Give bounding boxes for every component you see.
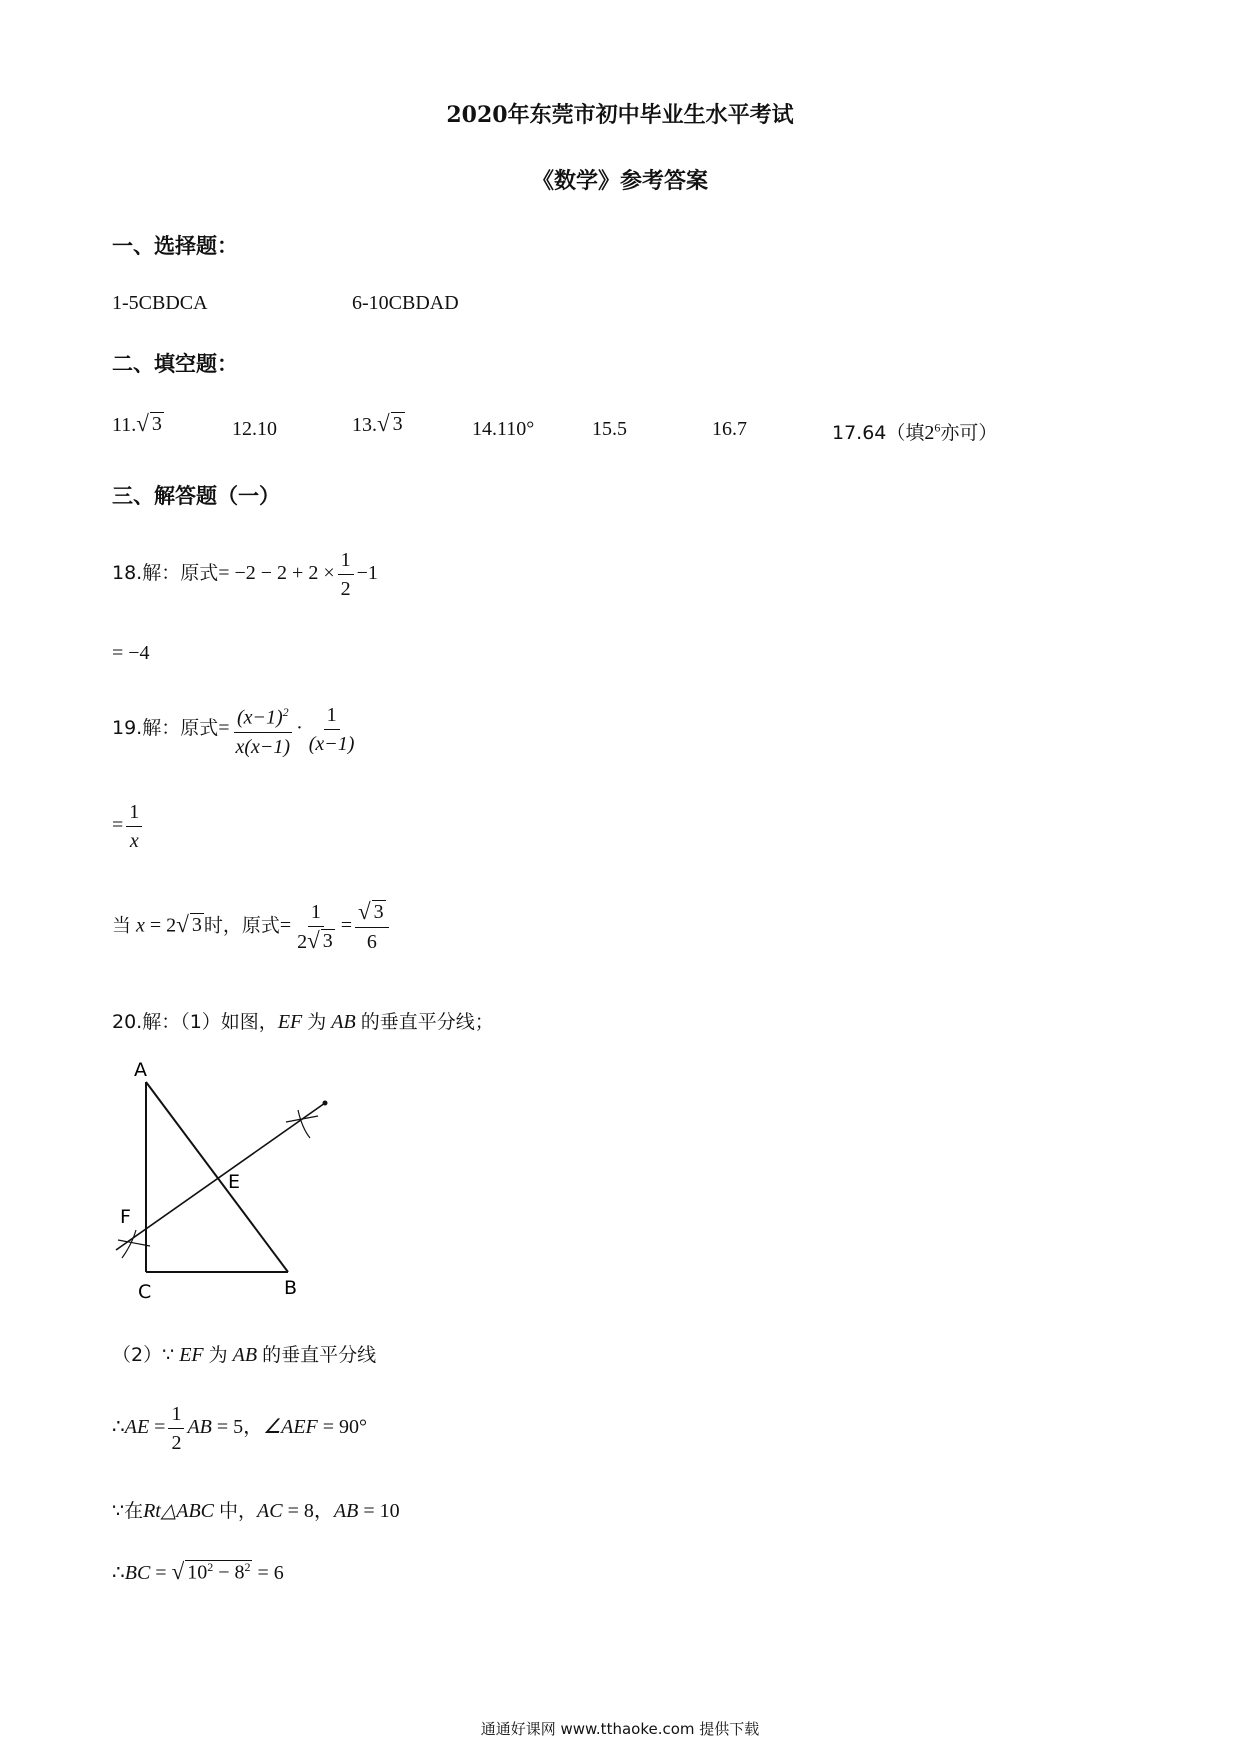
q19-dot: · bbox=[296, 716, 303, 739]
q20-part1 bbox=[112, 1007, 494, 1034]
ab-symbol: AB bbox=[232, 1344, 258, 1366]
q13-label: 13. bbox=[352, 414, 377, 436]
sub-radicand: 3 bbox=[191, 913, 202, 936]
q17-base: 2 bbox=[924, 422, 935, 444]
sub-prefix: 当 bbox=[112, 914, 132, 937]
q20-line2 bbox=[112, 1402, 367, 1455]
frac-den: 2 bbox=[171, 1432, 182, 1454]
sqrt-sign: √ 3 bbox=[377, 411, 403, 436]
half-fraction bbox=[168, 1402, 184, 1455]
den-radicand: 3 bbox=[322, 930, 333, 952]
fill-answer-17 bbox=[832, 418, 997, 445]
fill-answer-13 bbox=[352, 412, 405, 437]
q20-label: 20.解：（1）如图， bbox=[112, 1011, 278, 1033]
frac-den: 6 bbox=[366, 931, 377, 953]
sub-var: x bbox=[136, 914, 145, 937]
frac-num: 1 bbox=[308, 900, 324, 927]
q19-result bbox=[112, 800, 145, 853]
part2-end: 的垂直平分线 bbox=[262, 1344, 377, 1366]
frac-den: x(x−1) bbox=[235, 735, 291, 758]
angle-aef: ∠AEF bbox=[263, 1416, 318, 1439]
frac-num: 1 bbox=[324, 703, 340, 730]
eq-sign: = bbox=[154, 1416, 166, 1439]
q20-mid: 为 bbox=[307, 1011, 327, 1033]
ef-symbol: EF bbox=[179, 1344, 204, 1366]
den-coef: 2 bbox=[297, 931, 308, 953]
therefore-sign: ∴ bbox=[112, 1562, 125, 1584]
vertex-b-label: B bbox=[284, 1277, 298, 1299]
sqrt-sign: √ 3 bbox=[176, 911, 202, 937]
ab-symbol: AB bbox=[333, 1500, 359, 1522]
therefore-sign: ∴ bbox=[112, 1416, 125, 1439]
fill-answer-12: 12.10 bbox=[232, 418, 277, 440]
point-e-label: E bbox=[228, 1171, 241, 1193]
triangle-figure bbox=[110, 1060, 350, 1300]
page-title: 2020年东莞市初中毕业生水平考试 bbox=[446, 102, 794, 128]
part2-mid: 为 bbox=[208, 1344, 228, 1366]
q17-exponent: 6 bbox=[934, 420, 941, 435]
mid-text: 中， bbox=[219, 1500, 258, 1522]
q19-line1 bbox=[112, 700, 360, 759]
right-triangle: Rt△ABC bbox=[143, 1500, 215, 1522]
frac-num: 1 bbox=[168, 1402, 184, 1429]
fill-answer-14: 14.110° bbox=[472, 418, 535, 440]
line-end-dot bbox=[323, 1101, 328, 1106]
q19-substitution bbox=[112, 900, 392, 954]
frac-den: x bbox=[129, 830, 139, 852]
frac-den: 2 bbox=[340, 578, 351, 600]
sub-eq2: = bbox=[279, 914, 292, 937]
sqrt-sign: √ 3 bbox=[358, 899, 384, 924]
bc-symbol: BC bbox=[124, 1562, 151, 1584]
vertex-a-label: A bbox=[134, 1060, 147, 1081]
eq-five: = 5， bbox=[216, 1416, 264, 1439]
frac-num: 1 bbox=[338, 548, 354, 575]
q19-result-fraction bbox=[126, 800, 142, 853]
q18-expr-b: −1 bbox=[356, 562, 378, 585]
point-f-label: F bbox=[120, 1206, 131, 1228]
part2-label: （2）∵ bbox=[112, 1344, 175, 1366]
frac-den bbox=[294, 927, 338, 954]
q18-fraction bbox=[338, 548, 354, 601]
footer-text: 通通好课网 www.tthaoke.com 提供下载 bbox=[480, 1720, 760, 1738]
answers-1-5: 1-5CBDCA bbox=[112, 292, 208, 314]
section-heading-fill: 二、填空题： bbox=[112, 352, 238, 376]
q17-suffix: 亦可） bbox=[940, 422, 998, 444]
page-subtitle: 《数学》参考答案 bbox=[531, 168, 708, 194]
radicand-a: 10 bbox=[187, 1561, 208, 1584]
ab-symbol: AB bbox=[187, 1416, 212, 1439]
frac-num: 1 bbox=[126, 800, 142, 827]
q11-label: 11. bbox=[112, 414, 137, 436]
exp-a: 2 bbox=[207, 1560, 214, 1574]
eq-sign: = bbox=[155, 1562, 167, 1584]
q19-label: 19.解：原式 bbox=[112, 716, 219, 739]
fill-answer-11 bbox=[112, 412, 164, 437]
section-heading-solve: 三、解答题（一） bbox=[112, 484, 280, 508]
q20-part2 bbox=[112, 1340, 376, 1367]
answers-6-10: 6-10CBDAD bbox=[352, 292, 459, 314]
exp-b: 2 bbox=[244, 1560, 251, 1574]
sub-mid: 时，原式 bbox=[203, 914, 280, 937]
q20-line4 bbox=[112, 1560, 284, 1585]
fill-answer-15: 15.5 bbox=[592, 418, 627, 440]
sub-eq3: = bbox=[340, 914, 353, 937]
q18-label: 18.解：原式 bbox=[112, 562, 219, 585]
bc-result: = 6 bbox=[257, 1562, 284, 1584]
frac-num-text: (x−1) bbox=[236, 706, 283, 729]
sqrt-sign: √ 3 bbox=[307, 928, 333, 953]
ac-symbol: AC bbox=[257, 1500, 283, 1522]
fill-answer-16: 16.7 bbox=[712, 418, 747, 440]
vertex-c-label: C bbox=[138, 1281, 152, 1300]
because-prefix: ∵在 bbox=[112, 1500, 144, 1522]
arc-mark-upper bbox=[286, 1116, 318, 1122]
frac-num bbox=[355, 900, 389, 928]
ab-symbol: AB bbox=[331, 1011, 356, 1033]
sqrt-sign: √ 3 bbox=[136, 411, 162, 436]
radicand-b: − 8 bbox=[213, 1561, 245, 1584]
q20-line3 bbox=[112, 1494, 400, 1523]
q18-result: = −4 bbox=[112, 642, 150, 664]
num-radicand: 3 bbox=[373, 901, 384, 923]
radicand bbox=[185, 1560, 252, 1585]
side-ab bbox=[146, 1082, 288, 1272]
q19-fraction-1 bbox=[233, 700, 294, 759]
sqrt-sign: √ $10^2 - 8^2$ bbox=[171, 1559, 251, 1584]
q19-result-eq: = bbox=[112, 814, 124, 837]
ef-symbol: EF bbox=[277, 1011, 303, 1033]
q19-eq: = bbox=[218, 716, 230, 739]
q17-prefix: 17.64（填 bbox=[832, 422, 925, 444]
ab-value: = 10 bbox=[363, 1500, 400, 1522]
sub-fraction-2 bbox=[355, 900, 389, 954]
angle-value: = 90° bbox=[322, 1416, 368, 1439]
q11-radicand: 3 bbox=[151, 413, 162, 435]
q20-end: 的垂直平分线； bbox=[360, 1011, 494, 1033]
section-heading-choice: 一、选择题： bbox=[112, 234, 238, 258]
frac-num bbox=[234, 700, 292, 733]
sub-eq: = 2 bbox=[149, 914, 177, 937]
ac-value: = 8， bbox=[287, 1500, 334, 1522]
q18-line1 bbox=[112, 548, 378, 601]
frac-den: (x−1) bbox=[308, 732, 355, 755]
frac-num-exp: 2 bbox=[282, 705, 289, 719]
ae-symbol: AE bbox=[124, 1416, 150, 1439]
q13-radicand: 3 bbox=[392, 413, 403, 435]
q18-expr-a: = −2 − 2 + 2 × bbox=[218, 562, 335, 585]
q19-fraction-2 bbox=[306, 703, 358, 756]
sub-fraction-1 bbox=[294, 900, 338, 954]
perpendicular-bisector bbox=[116, 1103, 325, 1250]
